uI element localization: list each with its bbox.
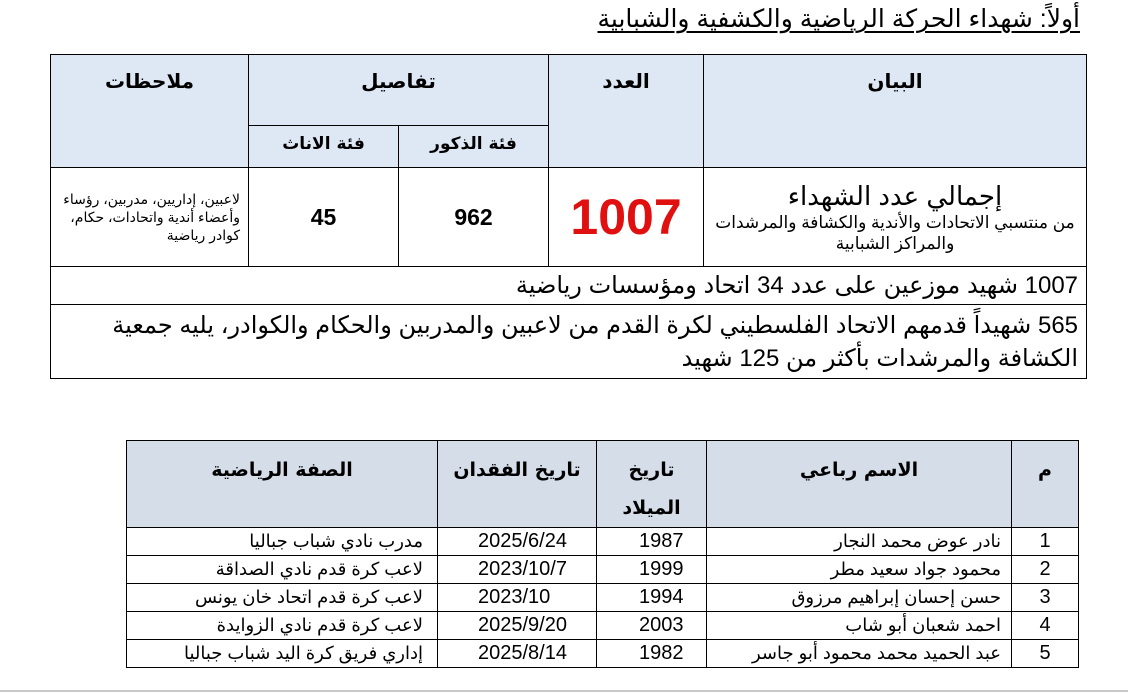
football-summary: 565 شهيداً قدمهم الاتحاد الفلسطيني لكرة القدم من لاعبين والمدربين والحكام والكوادر، يليه جمعية الكشافة والمرشدات بأكثر من 125 شهيد [51, 305, 1087, 379]
header-statement: البيان [704, 55, 1087, 168]
row-role: لاعب كرة قدم اتحاد خان يونس [127, 584, 438, 612]
header-birth: تاريخ الميلاد [597, 441, 707, 528]
header-details: تفاصيل [249, 55, 549, 126]
table-row [127, 612, 1079, 640]
row-loss-date: 2023/10/7 [438, 556, 597, 584]
table-row [127, 584, 1079, 612]
section-title: أولاً: شهداء الحركة الرياضية والكشفية والشبابية [597, 5, 1080, 33]
row-index: 1 [1012, 528, 1079, 556]
row-name: احمد شعبان أبو شاب [707, 612, 1012, 640]
header-role: الصفة الرياضية [127, 441, 438, 528]
table-row [127, 640, 1079, 668]
summary-main-row [51, 168, 1087, 267]
row-birth: 1999 [597, 556, 707, 584]
row-name: عبد الحميد محمد محمود أبو جاسر [707, 640, 1012, 668]
statement-subtitle: من منتسبي الاتحادات والأندية والكشافة والمرشدات والمراكز الشبابية [715, 213, 1075, 253]
header-female: فئة الاناث [249, 126, 399, 168]
row-index: 4 [1012, 612, 1079, 640]
row-index: 5 [1012, 640, 1079, 668]
header-loss-date: تاريخ الفقدان [438, 441, 597, 528]
row-name: حسن إحسان إبراهيم مرزوق [707, 584, 1012, 612]
row-loss-date: 2025/8/14 [438, 640, 597, 668]
row-index: 2 [1012, 556, 1079, 584]
table-row [127, 528, 1079, 556]
statement-cell [704, 168, 1087, 267]
row-loss-date: 2025/9/20 [438, 612, 597, 640]
row-birth: 2003 [597, 612, 707, 640]
table-row [127, 556, 1079, 584]
header-name: الاسم رباعي [707, 441, 1012, 528]
male-count: 962 [399, 168, 549, 267]
row-role: لاعب كرة قدم نادي الزوايدة [127, 612, 438, 640]
row-birth: 1987 [597, 528, 707, 556]
row-name: محمود جواد سعيد مطر [707, 556, 1012, 584]
federations-summary: 1007 شهيد موزعين على عدد 34 اتحاد ومؤسسات رياضية [51, 267, 1087, 305]
row-role: لاعب كرة قدم نادي الصداقة [127, 556, 438, 584]
row-birth: 1982 [597, 640, 707, 668]
row-birth: 1994 [597, 584, 707, 612]
header-male: فئة الذكور [399, 126, 549, 168]
row-role: مدرب نادي شباب جباليا [127, 528, 438, 556]
page-bottom-rule [0, 690, 1128, 692]
row-index: 3 [1012, 584, 1079, 612]
martyrs-table [126, 440, 1079, 668]
row-loss-date: 2023/10 [438, 584, 597, 612]
header-notes: ملاحظات [51, 55, 249, 168]
row-name: نادر عوض محمد النجار [707, 528, 1012, 556]
header-index: م [1012, 441, 1079, 528]
summary-table [50, 54, 1087, 379]
row-loss-date: 2025/6/24 [438, 528, 597, 556]
header-count: العدد [549, 55, 704, 168]
notes-cell: لاعبين، إداريين، مدربين، رؤساء وأعضاء أندية واتحادات، حكام، كوادر رياضية [51, 168, 249, 267]
total-count: 1007 [549, 168, 704, 267]
statement-title: إجمالي عدد الشهداء [787, 181, 1003, 211]
female-count: 45 [249, 168, 399, 267]
row-role: إداري فريق كرة اليد شباب جباليا [127, 640, 438, 668]
